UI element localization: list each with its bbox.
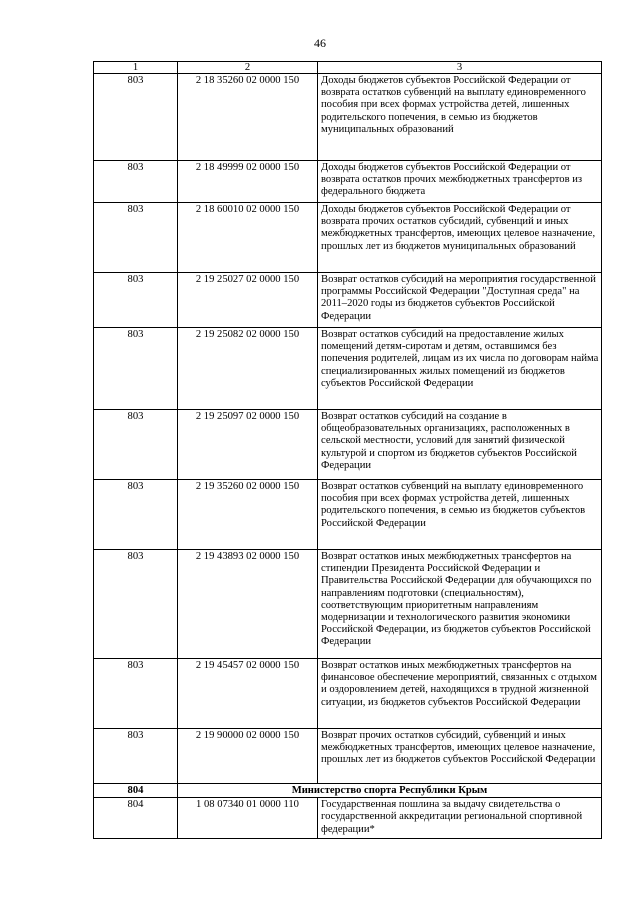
table-row: [94, 328, 602, 410]
income-name-cell: Возврат остатков субвенций на выплату единовременного пособия при всех формах устройства детей, лишенных родительского попечения, в семью из бюджетов субъектов Российской Федерации: [318, 480, 602, 550]
income-name-cell: Возврат остатков субсидий на предоставление жилых помещений детям-сиротам и детям, оставшимся без попечения родителей, лицам из их числа по договорам найма специализированных жилых помещений из бюджетов субъектов Российской Федерации: [318, 328, 602, 410]
income-name-cell: Возврат остатков иных межбюджетных трансфертов на финансовое обеспечение мероприятий, связанных с отдыхом и оздоровлением детей, находящихся в трудной жизненной ситуации, из бюджетов субъектов Российской Федерации: [318, 659, 602, 729]
income-name-cell: Возврат остатков субсидий на создание в общеобразовательных организациях, расположенных в сельской местности, условий для занятий физической культурой и спортом из бюджетов субъектов Российской Федерации: [318, 410, 602, 480]
table-row: [94, 273, 602, 328]
table-row: [94, 729, 602, 784]
header-row: [94, 62, 602, 74]
budget-classification-table: [93, 61, 602, 839]
admin-code-cell: 803: [94, 328, 178, 410]
budget-code-cell: 2 19 25027 02 0000 150: [178, 273, 318, 328]
table-row: [94, 161, 602, 203]
column-header-3: 3: [318, 62, 602, 74]
table-row: [94, 659, 602, 729]
budget-code-cell: 1 08 07340 01 0000 110: [178, 798, 318, 839]
budget-code-cell: 2 19 90000 02 0000 150: [178, 729, 318, 784]
income-name-cell: Государственная пошлина за выдачу свидетельства о государственной аккредитации региональной спортивной федерации*: [318, 798, 602, 839]
budget-code-cell: 2 19 25097 02 0000 150: [178, 410, 318, 480]
admin-code-cell: 803: [94, 480, 178, 550]
table-row: [94, 480, 602, 550]
admin-code-cell: 803: [94, 659, 178, 729]
table-row: [94, 798, 602, 839]
admin-code-cell: 803: [94, 550, 178, 659]
admin-code-cell: 804: [94, 798, 178, 839]
section-header-row: [94, 784, 602, 798]
table-row: [94, 410, 602, 480]
income-name-cell: Доходы бюджетов субъектов Российской Федерации от возврата остатков прочих межбюджетных трансфертов из федерального бюджета: [318, 161, 602, 203]
budget-code-cell: 2 19 43893 02 0000 150: [178, 550, 318, 659]
income-name-cell: Доходы бюджетов субъектов Российской Федерации от возврата прочих остатков субсидий, субвенций и иных межбюджетных трансфертов, имеющих целевое назначение, прошлых лет из бюджетов муниципальных образований: [318, 203, 602, 273]
admin-code-cell: 803: [94, 273, 178, 328]
income-name-cell: Возврат остатков иных межбюджетных трансфертов на стипендии Президента Российской Федерации и Правительства Российской Федерации для обучающихся по направлениям подготовки (специальностям), соответствующим приоритетным направлениям модернизации и технологического развития экономики Российской Федерации, из бюджетов субъектов Российской Федерации: [318, 550, 602, 659]
income-name-cell: Возврат остатков субсидий на мероприятия государственной программы Российской Федерации "Доступная среда" на 2011–2020 годы из бюджетов субъектов Российской Федерации: [318, 273, 602, 328]
budget-code-cell: 2 18 60010 02 0000 150: [178, 203, 318, 273]
admin-code-cell: 803: [94, 161, 178, 203]
admin-code-cell: 803: [94, 729, 178, 784]
budget-code-cell: 2 18 35260 02 0000 150: [178, 74, 318, 161]
table-row: [94, 74, 602, 161]
table-header: [94, 62, 602, 74]
table-row: [94, 203, 602, 273]
budget-code-cell: 2 19 45457 02 0000 150: [178, 659, 318, 729]
budget-code-cell: 2 19 35260 02 0000 150: [178, 480, 318, 550]
income-name-cell: Доходы бюджетов субъектов Российской Федерации от возврата остатков субвенций на выплату единовременного пособия при всех формах устройства детей, лишенных родительского попечения, в семью из бюджетов муниципальных образований: [318, 74, 602, 161]
table-row: [94, 550, 602, 659]
column-header-1: 1: [94, 62, 178, 74]
column-header-2: 2: [178, 62, 318, 74]
budget-code-cell: 2 19 25082 02 0000 150: [178, 328, 318, 410]
page-number: 46: [314, 36, 326, 50]
admin-code-cell: 803: [94, 74, 178, 161]
section-admin-code-cell: 804: [94, 784, 178, 798]
admin-code-cell: 803: [94, 203, 178, 273]
admin-code-cell: 803: [94, 410, 178, 480]
budget-code-cell: 2 18 49999 02 0000 150: [178, 161, 318, 203]
section-title-cell: Министерство спорта Республики Крым: [178, 784, 602, 798]
income-name-cell: Возврат прочих остатков субсидий, субвенций и иных межбюджетных трансфертов, имеющих целевое назначение, прошлых лет из бюджетов субъектов Российской Федерации: [318, 729, 602, 784]
